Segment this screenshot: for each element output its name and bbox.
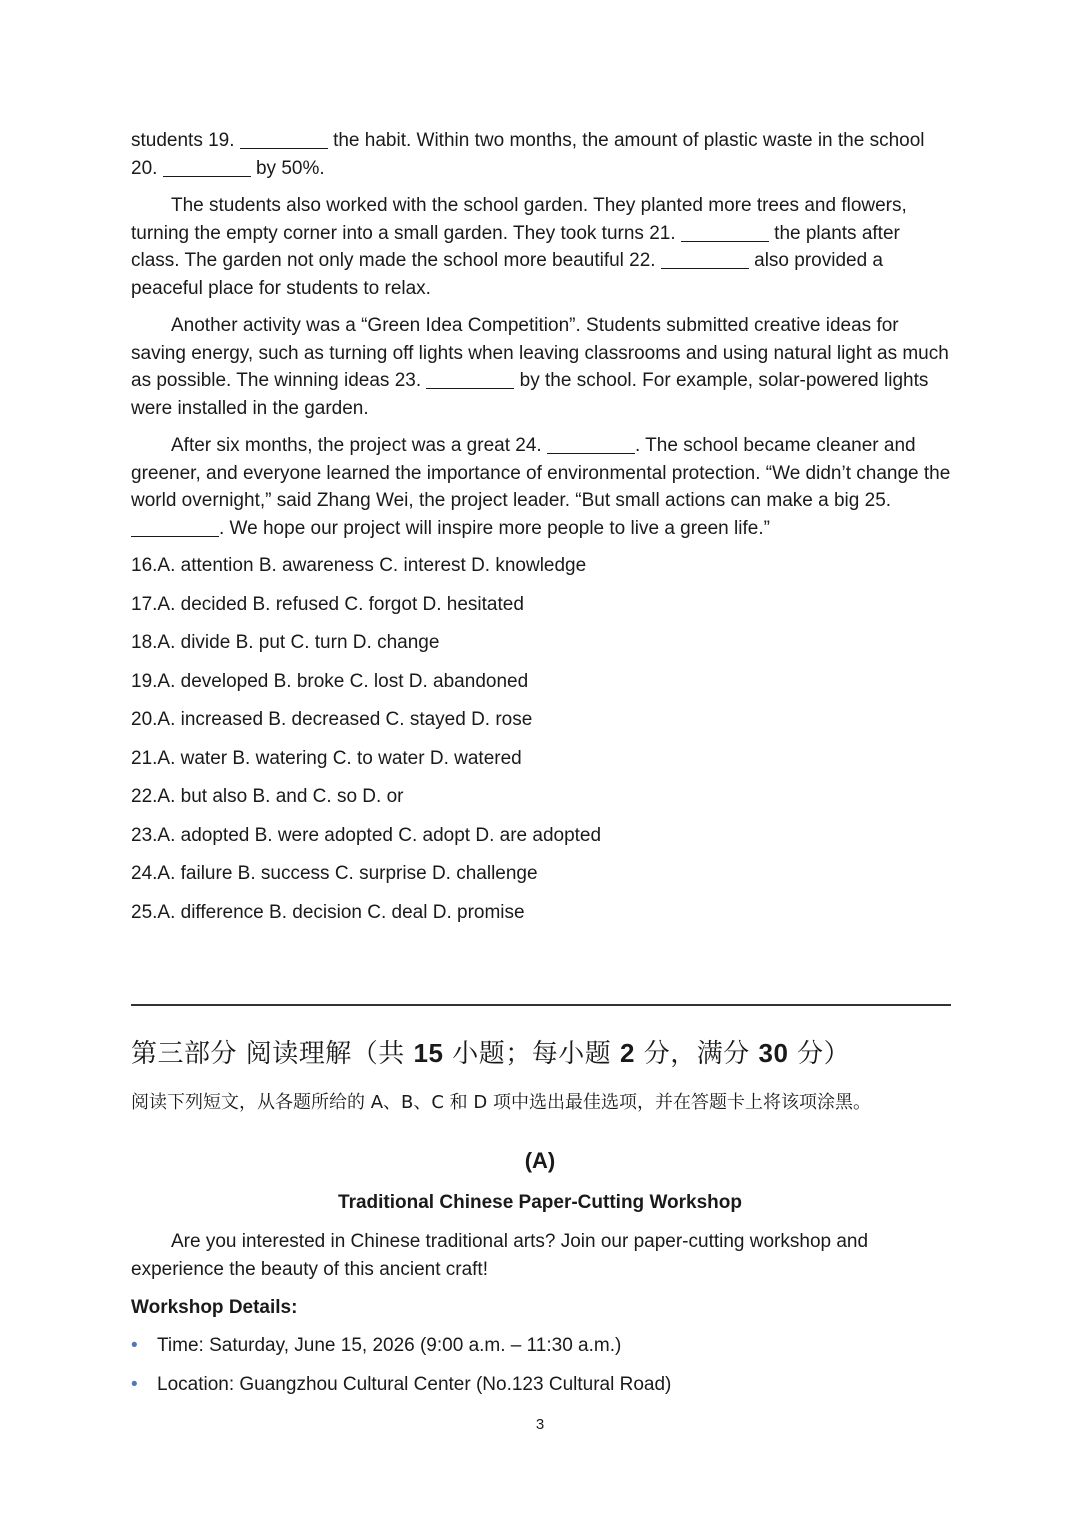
total-points: 30 xyxy=(758,1038,789,1068)
option-line-19: 19.A. developed B. broke C. lost D. abandoned xyxy=(131,670,529,692)
option-line-16: 16.A. attention B. awareness C. interest D. knowledge xyxy=(131,555,587,576)
bullet-icon: • xyxy=(131,1335,138,1356)
list-item xyxy=(131,1371,931,1410)
answer-blank-22 xyxy=(661,250,749,269)
passage-label: (A) xyxy=(524,1148,556,1173)
detail-location: Location: Guangzhou Cultural Center (No.123 Cultural Road) xyxy=(157,1374,672,1395)
cloze-text: students 19. xyxy=(131,130,240,151)
answer-blank-20 xyxy=(163,158,251,177)
option-line-18: 18.A. divide B. put C. turn D. change xyxy=(131,632,440,653)
detail-time: Time: Saturday, June 15, 2026 (9:00 a.m. – 11:30 a.m.) xyxy=(157,1335,622,1356)
bullet-icon: • xyxy=(131,1374,138,1395)
page-number: 3 xyxy=(535,1416,545,1433)
passage-title: Traditional Chinese Paper-Cutting Workshop xyxy=(338,1192,742,1213)
answer-blank-19 xyxy=(240,130,328,149)
section-divider xyxy=(131,1004,951,1006)
passage-intro: Are you interested in Chinese traditional arts? Join our paper-cutting workshop and experience the beauty of this ancient craft! xyxy=(131,1231,869,1280)
cloze-text: also provided a peaceful place for students to relax. xyxy=(131,250,884,299)
section-title-text: 分，满分 xyxy=(634,1039,759,1069)
cloze-paragraph-2 xyxy=(131,192,951,302)
question-count: 15 xyxy=(413,1038,444,1068)
answer-options-list xyxy=(131,552,951,937)
cloze-text: . We hope our project will inspire more people to live a green life.” xyxy=(219,517,770,539)
option-line-17: 17.A. decided B. refused C. forgot D. hesitated xyxy=(131,593,524,615)
cloze-text: the plants after class. The garden not only made the school more beautiful 22. xyxy=(131,222,900,271)
cloze-text: After six months, the project was a great 24. xyxy=(171,435,547,456)
section-title-text: 第三部分 阅读理解（共 xyxy=(131,1039,414,1069)
section-title xyxy=(131,1035,850,1072)
cloze-paragraph-1 xyxy=(131,127,951,182)
option-line-21: 21.A. water B. watering C. to water D. watered xyxy=(131,747,522,769)
details-list xyxy=(131,1332,931,1410)
cloze-text: . The school became cleaner and greener, and everyone learned the importance of environmental protection. “We didn’t change the world overnight,” said Zhang Wei, the project leader. “But small actions can make a big 25. xyxy=(131,435,951,511)
cloze-text: The students also worked with the school garden. They planted more trees and flowers, turning the empty corner into a small garden. They took turns 21. xyxy=(131,195,907,244)
option-line-23: 23.A. adopted B. were adopted C. adopt D. are adopted xyxy=(131,824,602,846)
answer-blank-21 xyxy=(681,223,769,242)
points-per-question: 2 xyxy=(619,1038,635,1068)
option-line-24: 24.A. failure B. success C. surprise D. challenge xyxy=(131,863,538,884)
details-heading: Workshop Details: xyxy=(131,1297,298,1318)
cloze-text: by 50%. xyxy=(250,157,325,179)
option-line-22: 22.A. but also B. and C. so D. or xyxy=(131,786,404,807)
cloze-text: the habit. Within two months, the amount of plastic waste in the school 20. xyxy=(131,130,925,179)
answer-blank-23 xyxy=(426,370,514,389)
option-line-20: 20.A. increased B. decreased C. stayed D. rose xyxy=(131,709,533,730)
answer-blank-24 xyxy=(547,435,635,454)
section-instruction: 阅读下列短文，从各题所给的 A、B、C 和 D 项中选出最佳选项，并在答题卡上将该项涂黑。 xyxy=(131,1092,871,1113)
option-line-25: 25.A. difference B. decision C. deal D. promise xyxy=(131,901,525,923)
cloze-text: Another activity was a “Green Idea Competition”. Students submitted creative ideas for saving energy, such as turning off lights when leaving classrooms and using natural light as much as possible. The winning ideas 23. xyxy=(131,315,949,391)
answer-blank-25 xyxy=(131,518,219,537)
cloze-paragraph-4 xyxy=(131,432,951,542)
cloze-paragraph-3 xyxy=(131,312,951,422)
cloze-passage xyxy=(131,127,951,937)
section-title-text: 分） xyxy=(788,1039,851,1069)
list-item xyxy=(131,1332,931,1371)
section-title-text: 小题；每小题 xyxy=(443,1039,620,1069)
cloze-text: by the school. For example, solar-powered lights were installed in the garden. xyxy=(131,370,929,419)
